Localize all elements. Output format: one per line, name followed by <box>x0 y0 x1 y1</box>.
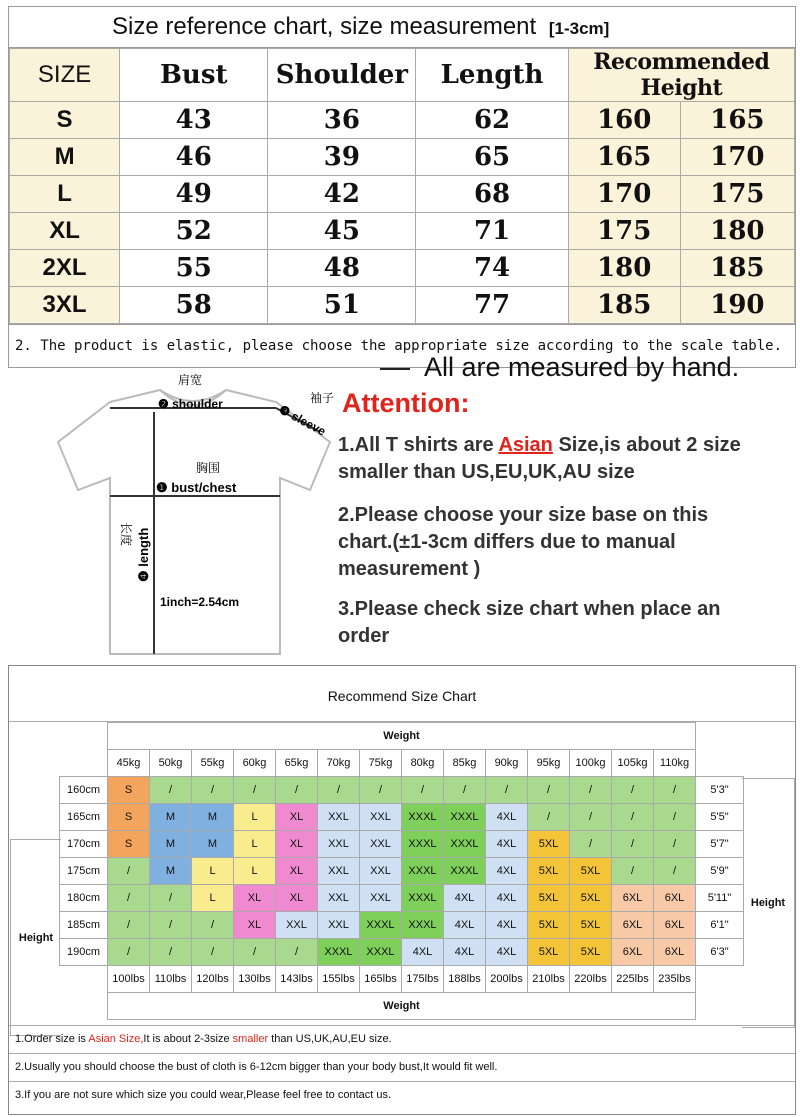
size-cell: 2XL <box>10 250 120 287</box>
size-recommendation-cell: XXXL <box>318 939 360 966</box>
kg-label: 100kg <box>570 750 612 777</box>
blank-cell <box>60 966 108 993</box>
measurement-cell: 71 <box>416 213 568 250</box>
size-recommendation-cell: XL <box>276 858 318 885</box>
size-recommendation-cell: 5XL <box>570 885 612 912</box>
size-recommendation-cell: / <box>402 777 444 804</box>
size-recommendation-cell: L <box>192 858 234 885</box>
length-label: ❹ length <box>136 527 151 582</box>
size-row <box>10 139 795 176</box>
height-cell: 190 <box>680 287 794 324</box>
size-recommendation-cell: M <box>192 804 234 831</box>
height-cm-label: 165cm <box>60 804 108 831</box>
measurement-cell: 68 <box>416 176 568 213</box>
size-row <box>10 213 795 250</box>
size-recommendation-cell: 5XL <box>570 858 612 885</box>
note-1-smaller: smaller <box>232 1033 269 1045</box>
size-row <box>10 250 795 287</box>
height-cm-label: 185cm <box>60 912 108 939</box>
size-table <box>9 48 795 324</box>
size-recommendation-cell: L <box>234 804 276 831</box>
height-axis-label-left: Height <box>10 839 61 1036</box>
size-recommendation-cell: XXL <box>360 804 402 831</box>
shoulder-label: ❷ shoulder <box>158 397 223 411</box>
height-cell: 185 <box>680 250 794 287</box>
header-bust: Bust <box>120 49 268 102</box>
size-recommendation-cell: XL <box>276 885 318 912</box>
header-size: SIZE <box>10 49 120 102</box>
size-recommendation-cell: 5XL <box>528 939 570 966</box>
size-recommendation-cell: 5XL <box>528 885 570 912</box>
size-recommendation-cell: / <box>150 912 192 939</box>
height-cm-label: 180cm <box>60 885 108 912</box>
kg-row <box>60 750 744 777</box>
note-1-c: than US,UK,AU,EU size. <box>268 1033 392 1045</box>
size-recommendation-cell: / <box>654 777 696 804</box>
size-cell: 3XL <box>10 287 120 324</box>
size-recommendation-cell: 6XL <box>654 885 696 912</box>
kg-label: 85kg <box>444 750 486 777</box>
lbs-label: 225lbs <box>612 966 654 993</box>
size-table-header <box>10 49 795 102</box>
size-row <box>10 287 795 324</box>
size-cell: M <box>10 139 120 176</box>
size-recommendation-cell: XXXL <box>402 912 444 939</box>
size-recommendation-cell: XXXL <box>444 831 486 858</box>
measurement-cell: 74 <box>416 250 568 287</box>
weight-footer-row <box>60 993 744 1020</box>
size-recommendation-cell: XXXL <box>402 804 444 831</box>
size-recommendation-cell: XXL <box>318 831 360 858</box>
note-1-asian: Asian Size, <box>88 1033 144 1045</box>
size-recommendation-cell: / <box>108 912 150 939</box>
kg-label: 65kg <box>276 750 318 777</box>
size-recommendation-cell: S <box>108 777 150 804</box>
height-cm-label: 170cm <box>60 831 108 858</box>
lbs-label: 155lbs <box>318 966 360 993</box>
size-recommendation-cell: / <box>360 777 402 804</box>
kg-label: 95kg <box>528 750 570 777</box>
height-ft-label: 6'3" <box>696 939 744 966</box>
height-ft-label: 5'7" <box>696 831 744 858</box>
size-cell: L <box>10 176 120 213</box>
blank-cell <box>60 750 108 777</box>
height-cm-label: 160cm <box>60 777 108 804</box>
measurement-cell: 49 <box>120 176 268 213</box>
size-recommendation-cell: / <box>528 777 570 804</box>
height-row <box>60 912 744 939</box>
measurement-cell: 48 <box>268 250 416 287</box>
lbs-label: 120lbs <box>192 966 234 993</box>
size-recommendation-cell: M <box>150 831 192 858</box>
measurement-cell: 46 <box>120 139 268 176</box>
bust-label: ❶ bust/chest <box>156 480 237 495</box>
size-recommendation-cell: 4XL <box>486 885 528 912</box>
size-recommendation-cell: / <box>192 777 234 804</box>
height-row <box>60 885 744 912</box>
size-recommendation-cell: L <box>234 831 276 858</box>
measurement-cell: 51 <box>268 287 416 324</box>
size-recommendation-cell: / <box>234 777 276 804</box>
size-recommendation-cell: XXXL <box>444 858 486 885</box>
size-table-title-text: Size reference chart, size measurement <box>112 13 537 40</box>
recommend-note-3: 3.If you are not sure which size you could wear,Please feel free to contact us. <box>9 1081 795 1108</box>
header-length: Length <box>416 49 568 102</box>
size-recommendation-cell: L <box>234 858 276 885</box>
height-cell: 165 <box>568 139 680 176</box>
height-row <box>60 777 744 804</box>
size-recommendation-cell: XXXL <box>402 858 444 885</box>
measurement-cell: 62 <box>416 102 568 139</box>
size-recommendation-cell: / <box>444 777 486 804</box>
kg-label: 105kg <box>612 750 654 777</box>
size-recommendation-cell: / <box>654 804 696 831</box>
size-recommendation-cell: M <box>150 858 192 885</box>
size-recommendation-cell: XL <box>276 831 318 858</box>
size-recommendation-cell: 6XL <box>612 912 654 939</box>
attention-point-3: 3.Please check size chart when place an order <box>338 598 721 647</box>
attention-point-2: 2.Please choose your size base on this chart.(±1-3cm differs due to manual measurement ) <box>338 504 709 580</box>
size-recommendation-cell: XXXL <box>360 912 402 939</box>
recommend-size-chart <box>8 665 796 1115</box>
blank-cell <box>60 723 108 750</box>
lbs-label: 130lbs <box>234 966 276 993</box>
measurement-cell: 55 <box>120 250 268 287</box>
note-1-b: It is about 2-3size <box>143 1033 233 1045</box>
attention-point-1-b: Size,is about 2 size smaller than US,EU,UK,AU size <box>338 434 741 483</box>
tshirt-outline <box>58 390 330 654</box>
size-recommendation-cell: 6XL <box>612 885 654 912</box>
note-1-a: 1.Order size is <box>15 1033 89 1045</box>
size-recommendation-cell: XXXL <box>402 885 444 912</box>
height-row <box>60 831 744 858</box>
size-recommendation-cell: / <box>192 939 234 966</box>
size-recommendation-cell: 6XL <box>654 912 696 939</box>
lbs-label: 188lbs <box>444 966 486 993</box>
size-recommendation-cell: / <box>612 804 654 831</box>
size-recommendation-cell: / <box>276 777 318 804</box>
size-recommendation-cell: / <box>654 858 696 885</box>
size-recommendation-cell: 4XL <box>444 912 486 939</box>
size-cell: XL <box>10 213 120 250</box>
size-table-title-tag: [1-3cm] <box>548 19 610 38</box>
weight-header-row <box>60 723 744 750</box>
size-recommendation-cell: / <box>570 804 612 831</box>
size-recommendation-cell: / <box>570 777 612 804</box>
size-recommendation-cell: 4XL <box>486 858 528 885</box>
height-cm-label: 175cm <box>60 858 108 885</box>
recommend-chart-title: Recommend Size Chart <box>9 666 795 722</box>
size-recommendation-cell: XL <box>234 912 276 939</box>
size-recommendation-cell: / <box>108 885 150 912</box>
size-recommendation-cell: 4XL <box>486 912 528 939</box>
kg-label: 60kg <box>234 750 276 777</box>
weight-header: Weight <box>108 723 696 750</box>
size-recommendation-cell: 4XL <box>444 885 486 912</box>
height-cm-label: 190cm <box>60 939 108 966</box>
kg-label: 80kg <box>402 750 444 777</box>
lbs-label: 235lbs <box>654 966 696 993</box>
kg-label: 45kg <box>108 750 150 777</box>
size-recommendation-cell: / <box>486 777 528 804</box>
height-cell: 170 <box>680 139 794 176</box>
size-recommendation-cell: / <box>192 912 234 939</box>
measurement-cell: 36 <box>268 102 416 139</box>
lbs-row <box>60 966 744 993</box>
attention-point-1 <box>338 432 778 486</box>
size-row <box>10 176 795 213</box>
size-table-title <box>9 7 795 48</box>
lbs-label: 210lbs <box>528 966 570 993</box>
size-recommendation-cell: 5XL <box>528 831 570 858</box>
measurement-cell: 52 <box>120 213 268 250</box>
size-recommendation-cell: / <box>150 885 192 912</box>
size-recommendation-cell: / <box>612 831 654 858</box>
header-recommended-height: Recommended Height <box>568 49 794 102</box>
kg-label: 75kg <box>360 750 402 777</box>
size-recommendation-cell: XL <box>234 885 276 912</box>
size-recommendation-cell: 6XL <box>612 939 654 966</box>
kg-label: 70kg <box>318 750 360 777</box>
weight-footer: Weight <box>108 993 696 1020</box>
size-recommendation-cell: XXL <box>360 885 402 912</box>
size-recommendation-cell: XXXL <box>444 804 486 831</box>
size-recommendation-cell: / <box>234 939 276 966</box>
size-recommendation-cell: XXL <box>318 858 360 885</box>
height-row <box>60 939 744 966</box>
height-row <box>60 804 744 831</box>
size-recommendation-cell: L <box>192 885 234 912</box>
measurement-cell: 43 <box>120 102 268 139</box>
size-recommendation-cell: / <box>318 777 360 804</box>
measurement-cell: 45 <box>268 213 416 250</box>
height-axis-label-right: Height <box>742 778 795 1028</box>
lbs-label: 110lbs <box>150 966 192 993</box>
size-cell: S <box>10 102 120 139</box>
size-recommendation-cell: XXL <box>276 912 318 939</box>
size-recommendation-cell: XL <box>276 804 318 831</box>
lbs-label: 100lbs <box>108 966 150 993</box>
height-ft-label: 5'11" <box>696 885 744 912</box>
kg-label: 90kg <box>486 750 528 777</box>
lbs-label: 200lbs <box>486 966 528 993</box>
size-recommendation-cell: S <box>108 831 150 858</box>
size-recommendation-cell: XXXL <box>402 831 444 858</box>
size-recommendation-cell: XXL <box>318 912 360 939</box>
size-recommendation-cell: 4XL <box>486 804 528 831</box>
height-cell: 175 <box>680 176 794 213</box>
blank-cell <box>60 993 108 1020</box>
size-recommendation-cell: XXXL <box>360 939 402 966</box>
size-recommendation-cell: / <box>528 804 570 831</box>
recommend-note-2: 2.Usually you should choose the bust of cloth is 6-12cm bigger than your body bust,It would fit well. <box>9 1053 795 1080</box>
sleeve-label: ❸ sleeve <box>276 402 329 439</box>
measurement-cell: 39 <box>268 139 416 176</box>
kg-label: 110kg <box>654 750 696 777</box>
height-cell: 185 <box>568 287 680 324</box>
sleeve-cn-label: 袖子 <box>310 391 335 405</box>
size-recommendation-cell: 4XL <box>402 939 444 966</box>
size-recommendation-cell: XXL <box>318 804 360 831</box>
size-recommendation-cell: 5XL <box>528 858 570 885</box>
height-cell: 180 <box>680 213 794 250</box>
size-recommendation-cell: XXL <box>318 885 360 912</box>
size-recommendation-cell: / <box>612 858 654 885</box>
attention-point-1-a: 1.All T shirts are <box>338 434 499 456</box>
size-recommendation-cell: M <box>192 831 234 858</box>
bust-cn-label: 胸围 <box>196 461 221 475</box>
tshirt-diagram <box>48 372 338 662</box>
size-recommendation-cell: 4XL <box>486 831 528 858</box>
kg-label: 55kg <box>192 750 234 777</box>
size-reference-table <box>8 6 796 368</box>
size-recommendation-cell: / <box>276 939 318 966</box>
size-table-note: 2. The product is elastic, please choose the appropriate size according to the scale table. <box>9 324 795 367</box>
length-cn-label: 长度 <box>119 522 133 547</box>
recommend-grid <box>59 722 744 1020</box>
size-recommendation-cell: XXL <box>360 858 402 885</box>
height-cell: 170 <box>568 176 680 213</box>
size-recommendation-cell: 5XL <box>528 912 570 939</box>
recommend-note-1 <box>9 1025 795 1052</box>
measurement-cell: 77 <box>416 287 568 324</box>
height-row <box>60 858 744 885</box>
attention-point-1-asian: Asian <box>498 434 553 456</box>
size-recommendation-cell: / <box>150 777 192 804</box>
lbs-label: 220lbs <box>570 966 612 993</box>
height-ft-label: 5'5" <box>696 804 744 831</box>
kg-label: 50kg <box>150 750 192 777</box>
size-recommendation-cell: 5XL <box>570 939 612 966</box>
height-cell: 160 <box>568 102 680 139</box>
size-recommendation-cell: / <box>612 777 654 804</box>
height-ft-label: 5'9" <box>696 858 744 885</box>
measurement-cell: 42 <box>268 176 416 213</box>
height-cell: 165 <box>680 102 794 139</box>
size-recommendation-cell: XXL <box>360 831 402 858</box>
lbs-label: 165lbs <box>360 966 402 993</box>
header-shoulder: Shoulder <box>268 49 416 102</box>
size-recommendation-cell: 5XL <box>570 912 612 939</box>
size-recommendation-cell: / <box>150 939 192 966</box>
height-cell: 180 <box>568 250 680 287</box>
size-recommendation-cell: 4XL <box>486 939 528 966</box>
measurement-cell: 58 <box>120 287 268 324</box>
size-recommendation-cell: 4XL <box>444 939 486 966</box>
lbs-label: 143lbs <box>276 966 318 993</box>
measurement-cell: 65 <box>416 139 568 176</box>
size-recommendation-cell: / <box>108 939 150 966</box>
lbs-label: 175lbs <box>402 966 444 993</box>
size-recommendation-cell: S <box>108 804 150 831</box>
inch-conversion-label: 1inch=2.54cm <box>160 595 240 609</box>
attention-heading: Attention: <box>342 388 470 418</box>
size-recommendation-cell: / <box>570 831 612 858</box>
height-cell: 175 <box>568 213 680 250</box>
size-row <box>10 102 795 139</box>
measured-by-hand-note: All are measured by hand. <box>380 352 739 383</box>
size-recommendation-cell: / <box>654 831 696 858</box>
height-ft-label: 6'1" <box>696 912 744 939</box>
size-recommendation-cell: 6XL <box>654 939 696 966</box>
height-ft-label: 5'3" <box>696 777 744 804</box>
size-recommendation-cell: / <box>108 858 150 885</box>
size-recommendation-cell: M <box>150 804 192 831</box>
shoulder-cn-label: 肩宽 <box>177 373 203 387</box>
